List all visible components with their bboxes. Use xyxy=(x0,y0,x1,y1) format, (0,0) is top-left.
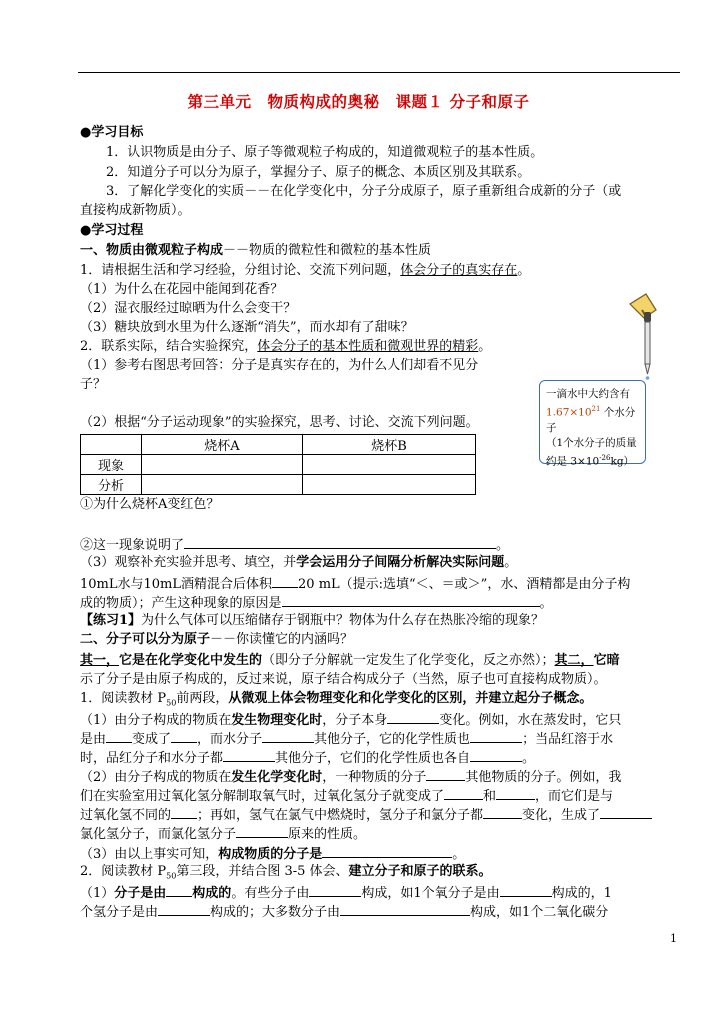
col-beaker-b: 烧杯B xyxy=(303,435,476,455)
callout-line: $1.67\times 10^{21}$ 个水分子 xyxy=(546,405,636,434)
page-number: 1 xyxy=(670,932,677,945)
water-molecule-callout xyxy=(539,380,646,467)
observation-table xyxy=(80,434,476,495)
goal-2: 2．知道分子可以分为原子，掌握分子、原子的概念、本质区别及其联系。 xyxy=(106,165,531,180)
sec2-p1: （1）由分子构成的物质在发生物理变化时，分子本身 变化。例如，水在蒸发时，它只 xyxy=(80,710,621,730)
callout-line: 一滴水中大约含有 xyxy=(546,388,630,400)
cell-b-phenomenon[interactable] xyxy=(303,455,476,475)
answer-blank[interactable] xyxy=(426,767,465,781)
answer-blank[interactable] xyxy=(171,729,197,743)
q-phenomenon: ②这一现象说明了 。 xyxy=(80,535,509,555)
sec2-line2: 示了分子是由原子构成的，反过来说，原子结合构成分子（当然，原子也可直接构成物质）。 xyxy=(80,672,607,687)
sec1-q3-line3: 成的物质）；产生这种现象的原因是 。 xyxy=(80,593,553,613)
col-beaker-a: 烧杯A xyxy=(142,435,303,455)
sec2-p7: 氯化氢分子，而氯化氢分子 原来的性质。 xyxy=(80,824,366,844)
sec2-p8: （3）由以上事实可知，构成物质的分子是 。 xyxy=(80,844,465,864)
answer-blank[interactable] xyxy=(496,786,535,800)
sec1-q1: 1．请根据生活和学习经验，分组讨论、交流下列问题，体会分子的真实存在。 xyxy=(80,263,531,278)
answer-blank[interactable] xyxy=(262,729,314,743)
sec2-read1: 1．阅读教材 $P_{50}$前两段，从微观上体会物理变化和化学变化的区别，并建立起分子概念。 xyxy=(80,691,593,708)
answer-blank[interactable] xyxy=(184,535,496,549)
answer-blank[interactable] xyxy=(500,883,552,897)
sec2-line1: 其一，它是在化学变化中发生的（即分子分解就一定发生了化学变化，反之亦然）；其二，它暗 xyxy=(80,653,620,668)
q-beaker-a: ①为什么烧杯A变红色？ xyxy=(80,497,220,512)
answer-blank[interactable] xyxy=(106,729,132,743)
answer-blank[interactable] xyxy=(236,824,288,838)
answer-blank[interactable] xyxy=(470,748,522,762)
sec2-q1: （1）分子是由 构成的。有些分子由 构成，如1个氧分子是由 构成的，1 xyxy=(80,883,612,903)
answer-blank[interactable] xyxy=(272,574,298,588)
sec1-sub1: （1）为什么在花园中能闻到花香？ xyxy=(80,282,284,297)
cell-b-analysis[interactable] xyxy=(303,475,476,495)
sec2-p2: 是由 变成了 ，而水分子 其他分子，它的化学性质也 ；当品红溶于水 xyxy=(80,729,613,749)
dropper-illustration xyxy=(616,290,666,380)
sec1-q3-line2: 10mL水与10mL酒精混合后体积 20 mL（提示:选填“＜、＝或＞”，水、酒精都是由分子构 xyxy=(80,574,630,594)
answer-blank[interactable] xyxy=(309,883,361,897)
sec2-p4: （2）由分子构成的物质在发生化学变化时，一种物质的分子 其他物质的分子。例如，我 xyxy=(80,767,621,787)
sec2-p5: 们在实验室用过氧化氢分解制取氧气时，过氧化氢分子就变成了 和 ，而它们是与 xyxy=(80,786,613,806)
header-rule xyxy=(78,72,680,73)
answer-blank[interactable] xyxy=(483,805,522,819)
goal-1: 1．认识物质是由分子、原子等微观粒子构成的，知道微观粒子的基本性质。 xyxy=(106,145,544,160)
goal-3-cont: 直接构成新物质）。 xyxy=(80,203,191,218)
sec1-q2b: （2）根据“分子运动现象”的实验探究，思考、讨论、交流下列问题。 xyxy=(80,415,479,430)
answer-blank[interactable] xyxy=(158,902,210,916)
sec1-heading: 一、物质由微观粒子构成－－物质的微粒性和微粒的基本性质 xyxy=(80,243,432,258)
answer-blank[interactable] xyxy=(282,593,540,607)
process-heading: ●学习过程 xyxy=(80,223,144,238)
cell-a-phenomenon[interactable] xyxy=(142,455,303,475)
callout-line: 约是 $3\times 10^{-26}kg$） xyxy=(546,453,635,467)
answer-blank[interactable] xyxy=(171,805,197,819)
sec1-q2a: （1）参考右图思考回答：分子是真实存在的，为什么人们却看不见分 xyxy=(80,358,479,373)
sec1-sub2: （2）湿衣服经过晾晒为什么会变干？ xyxy=(80,301,297,316)
answer-blank[interactable] xyxy=(322,844,452,858)
sec2-p6: 过氧化氢不同的 ；再如，氢气在氯气中燃烧时，氢分子和氯分子都 变化，生成了 xyxy=(80,805,652,825)
answer-blank[interactable] xyxy=(600,805,652,819)
goal-3: 3．了解化学变化的实质－－在化学变化中，分子分成原子，原子重新组合成新的分子（或 xyxy=(106,184,622,199)
answer-blank[interactable] xyxy=(470,729,522,743)
cell-a-analysis[interactable] xyxy=(142,475,303,495)
answer-blank[interactable] xyxy=(340,902,470,916)
exercise-1: 【练习1】为什么气体可以压缩储存于钢瓶中？物体为什么存在热胀冷缩的现象？ xyxy=(80,613,545,628)
row-analysis: 分析 xyxy=(81,475,142,495)
sec1-q2a-cont: 子？ xyxy=(80,377,107,392)
answer-blank[interactable] xyxy=(223,748,275,762)
sec1-q3: （3）观察补充实验并思考、填空，并学会运用分子间隔分析解决实际问题。 xyxy=(80,555,518,570)
goals-heading: ●学习目标 xyxy=(80,125,144,140)
page-title: 第三单元 物质构成的奥秘 课题１ 分子和原子 xyxy=(187,93,530,111)
sec1-sub3: （3）糖块放到水里为什么逐渐“消失”，而水却有了甜味？ xyxy=(80,320,414,335)
answer-blank[interactable] xyxy=(387,710,439,724)
sec2-heading: 二、分子可以分为原子－－你读懂它的内涵吗？ xyxy=(80,632,354,647)
answer-blank[interactable] xyxy=(166,883,192,897)
sec2-p3: 时，品红分子和水分子都 其他分子，它们的化学性质也各自 。 xyxy=(80,748,535,768)
row-phenomenon: 现象 xyxy=(81,455,142,475)
sec1-q2: 2．联系实际，结合实验探究，体会分子的基本性质和微观世界的精彩。 xyxy=(80,339,492,354)
sec2-read2: 2．阅读教材 $P_{50}$第三段，并结合图 3-5 体会、建立分子和原子的联系。 xyxy=(80,864,492,881)
sec2-q2: 个氢分子是由 构成的；大多数分子由 构成，如1个二氧化碳分 xyxy=(80,902,608,922)
callout-line: （1个水分子的质量 xyxy=(546,436,637,449)
answer-blank[interactable] xyxy=(444,786,483,800)
